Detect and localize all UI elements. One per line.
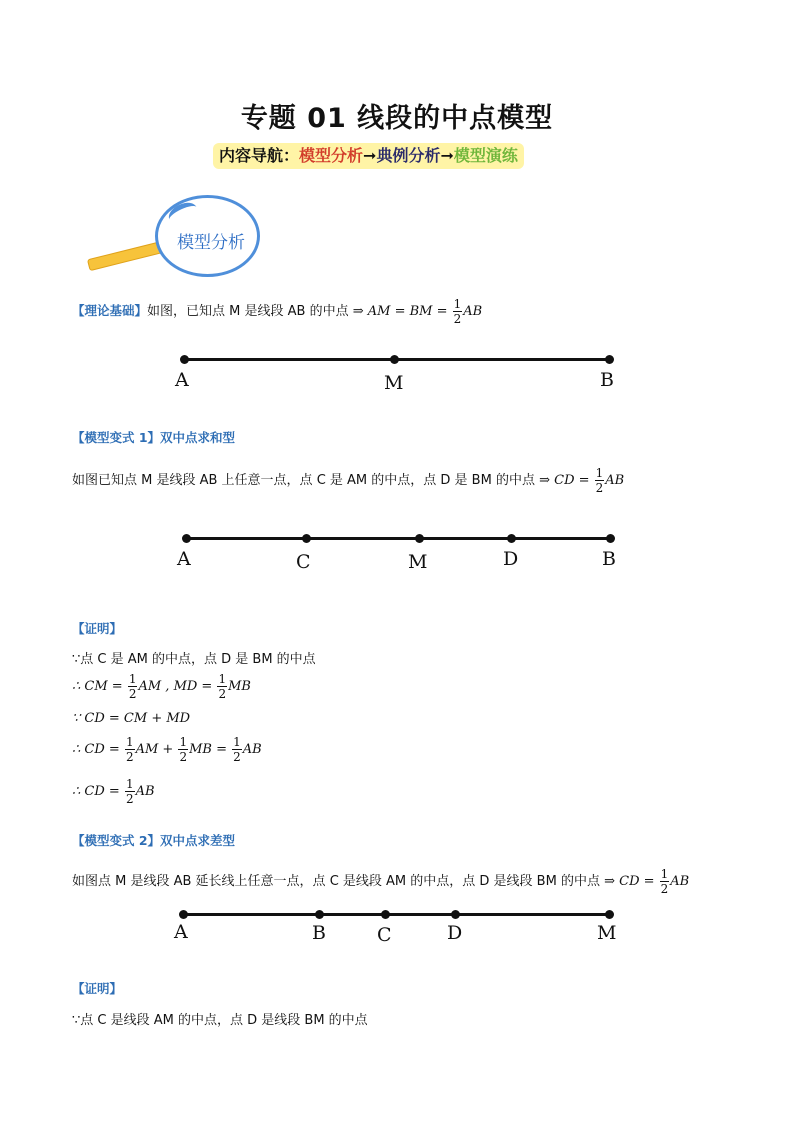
content-navigation [213, 143, 524, 169]
fraction-half: $\frac{1}{2}$ [218, 672, 227, 701]
proof1-line2: ∴ CM = $\frac{1}{2}$ AM , MD = $\frac{1}{2}$ MB [72, 672, 251, 701]
point-m [390, 355, 399, 364]
label-a: A [175, 369, 189, 391]
variant2-tag: 【模型变式 2】双中点求差型 [72, 833, 236, 848]
label-b: B [312, 922, 326, 944]
variant1-formula-pre: ⇒ CD = [539, 473, 590, 488]
proof2-line1: ∵点 C 是线段 AM 的中点，点 D 是线段 BM 的中点 [72, 1013, 368, 1028]
label-a: A [174, 921, 188, 943]
point-c [302, 534, 311, 543]
point-m [605, 910, 614, 919]
label-m: M [408, 551, 428, 573]
variant1-paragraph [72, 466, 624, 495]
point-b [315, 910, 324, 919]
arrow-icon: ➞ [363, 146, 377, 165]
theory-formula-post: AB [463, 304, 483, 319]
label-d: D [447, 922, 463, 944]
variant1-formula-post: AB [605, 473, 625, 488]
nav-item-model-practice: 模型演练 [453, 146, 518, 165]
fraction-half: $\frac{1}{2}$ [595, 466, 604, 495]
variant2-formula-pre: ⇒ CD = [604, 874, 655, 889]
fraction-half: $\frac{1}{2}$ [128, 672, 137, 701]
theory-text: 如图，已知点 M 是线段 AB 的中点 [147, 304, 349, 319]
label-b: B [600, 369, 614, 391]
fraction-half: $\frac{1}{2}$ [125, 735, 134, 764]
segment-line [186, 537, 611, 540]
section-badge-label: 模型分析 [177, 233, 245, 253]
nav-item-model-analysis: 模型分析 [299, 146, 364, 165]
fraction-half: $\frac{1}{2}$ [125, 777, 134, 806]
variant1-text: 如图已知点 M 是线段 AB 上任意一点，点 C 是 AM 的中点，点 D 是 BM 的中点 [72, 473, 535, 488]
fraction-half: $\frac{1}{2}$ [453, 297, 462, 326]
proof2-tag: 【证明】 [72, 981, 123, 996]
label-b: B [602, 548, 616, 570]
segment-line [183, 913, 610, 916]
theory-formula-pre: ⇒ AM = BM = [352, 304, 448, 319]
theory-tag: 【理论基础】 [72, 303, 148, 318]
arrow-icon: ➞ [440, 146, 454, 165]
nav-item-example-analysis: 典例分析 [376, 146, 441, 165]
point-b [606, 534, 615, 543]
page-title: 专题 01 线段的中点模型 [240, 103, 554, 134]
nav-prefix: 内容导航： [219, 146, 300, 165]
label-d: D [503, 548, 519, 570]
label-c: C [377, 924, 392, 946]
point-a [179, 910, 188, 919]
fraction-half: $\frac{1}{2}$ [179, 735, 188, 764]
point-a [180, 355, 189, 364]
proof1-tag: 【证明】 [72, 621, 123, 636]
proof1-line5: ∴ CD = $\frac{1}{2}$ AB [72, 777, 155, 806]
variant2-text: 如图点 M 是线段 AB 延长线上任意一点，点 C 是线段 AM 的中点，点 D 是线段 BM 的中点 [72, 874, 600, 889]
label-c: C [296, 551, 311, 573]
point-m [415, 534, 424, 543]
label-m: M [597, 922, 617, 944]
variant2-formula-post: AB [670, 874, 690, 889]
point-a [182, 534, 191, 543]
fraction-half: $\frac{1}{2}$ [233, 735, 241, 764]
proof1-line3: ∵ CD = CM + MD [72, 711, 191, 726]
point-b [605, 355, 614, 364]
point-d [451, 910, 460, 919]
label-m: M [384, 372, 404, 394]
proof1-line4: ∴ CD = $\frac{1}{2}$ AM + $\frac{1}{2}$ MB = $\frac{1}{2}$ AB [72, 735, 262, 764]
label-a: A [177, 548, 191, 570]
proof1-line1: ∵点 C 是 AM 的中点，点 D 是 BM 的中点 [72, 652, 316, 667]
variant2-paragraph [72, 867, 689, 896]
fraction-half: $\frac{1}{2}$ [660, 867, 669, 896]
variant1-tag: 【模型变式 1】双中点求和型 [72, 430, 236, 445]
point-d [507, 534, 516, 543]
theory-paragraph [72, 297, 482, 326]
point-c [381, 910, 390, 919]
